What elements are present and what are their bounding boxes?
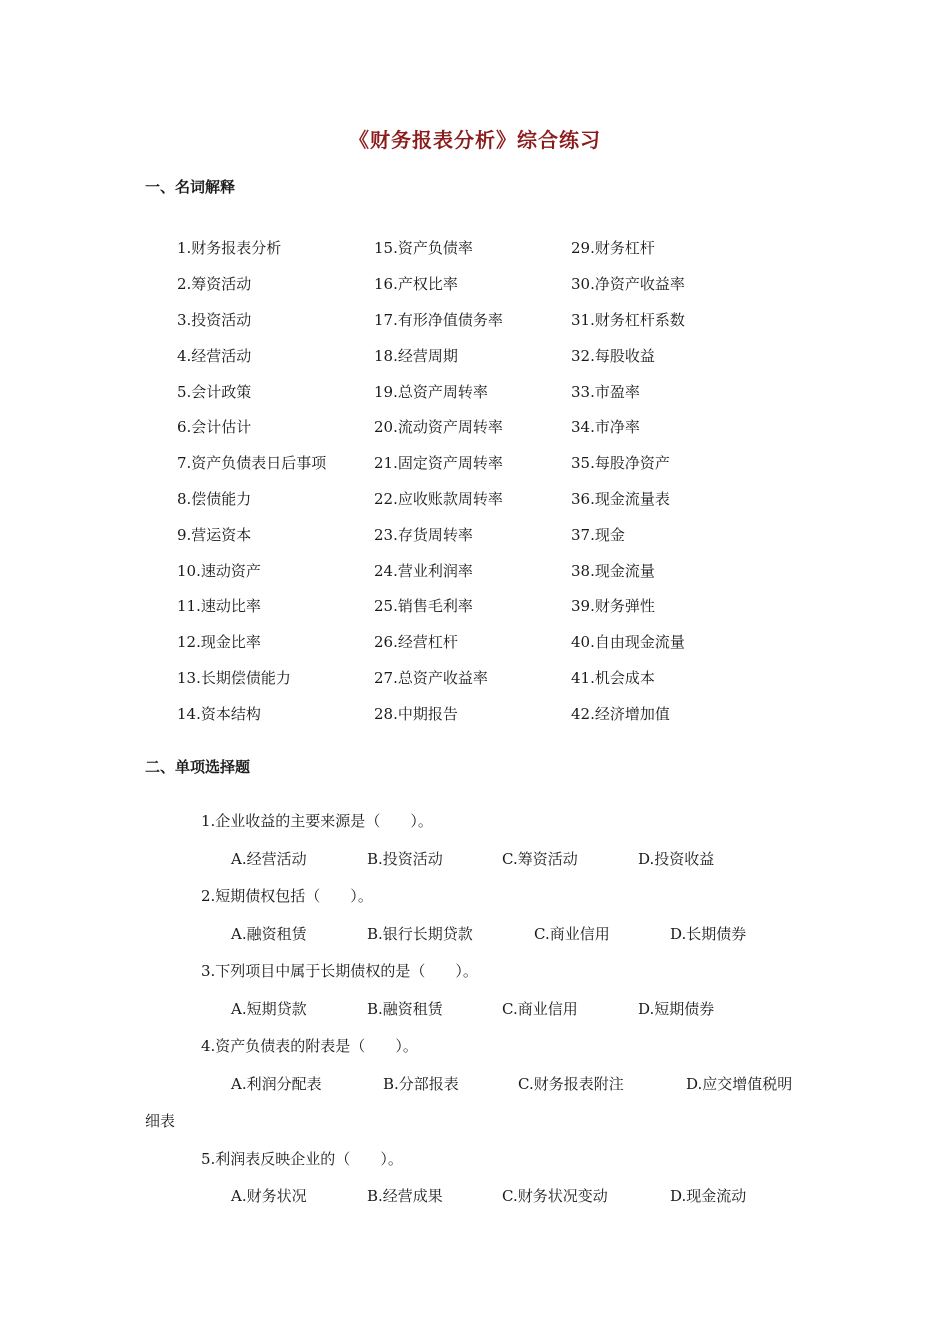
option-b: B.投资活动: [367, 849, 443, 868]
option-d: D.投资收益: [638, 849, 715, 868]
term-item: 23.存货周转率: [374, 525, 473, 544]
terms-row: [177, 445, 797, 481]
terms-row: [177, 302, 797, 338]
option-a: A.融资租赁: [231, 924, 307, 943]
term-item: 36.现金流量表: [571, 489, 670, 508]
question-options: [145, 996, 825, 1034]
option-c: C.商业信用: [502, 999, 578, 1018]
terms-row: [177, 337, 797, 373]
option-c: C.筹资活动: [502, 849, 578, 868]
option-b: B.银行长期贷款: [367, 924, 473, 943]
terms-row: [177, 373, 797, 409]
term-item: 31.财务杠杆系数: [571, 310, 685, 329]
term-item: 42.经济增加值: [571, 704, 670, 723]
term-item: 11.速动比率: [177, 597, 261, 616]
section-heading-terms: 一、名词解释: [145, 178, 236, 196]
option-d: D.长期债券: [670, 924, 747, 943]
term-item: 4.经营活动: [177, 346, 252, 365]
term-item: 14.资本结构: [177, 704, 261, 723]
term-item: 8.偿债能力: [177, 489, 252, 508]
term-item: 37.现金: [571, 525, 625, 544]
term-item: 1.财务报表分析: [177, 239, 282, 258]
term-item: 5.会计政策: [177, 382, 252, 401]
option-a: A.经营活动: [231, 849, 307, 868]
option-c: C.财务状况变动: [502, 1187, 608, 1205]
question-stem: 5.利润表反映企业的（ ）。: [201, 1149, 403, 1168]
term-item: 34.市净率: [571, 418, 640, 437]
term-item: 26.经营杠杆: [374, 633, 458, 652]
question-options: [145, 1183, 825, 1221]
question-stem: 2.短期债权包括（ ）。: [201, 887, 373, 905]
term-item: 38.现金流量: [571, 561, 655, 580]
question-options: [145, 921, 825, 959]
term-item: 6.会计估计: [177, 418, 252, 437]
term-item: 2.筹资活动: [177, 275, 252, 294]
term-item: 7.资产负债表日后事项: [177, 454, 327, 473]
term-item: 18.经营周期: [374, 346, 458, 365]
question-stem: 3.下列项目中属于长期债权的是（ ）。: [201, 962, 478, 980]
option-a: A.利润分配表: [231, 1074, 322, 1093]
term-item: 30.净资产收益率: [571, 275, 685, 294]
terms-row: [177, 588, 797, 624]
term-item: 24.营业利润率: [374, 561, 473, 580]
terms-row: [177, 230, 797, 266]
term-item: 22.应收账款周转率: [374, 489, 503, 508]
section-heading-choice: 二、单项选择题: [145, 758, 251, 776]
term-item: 12.现金比率: [177, 633, 261, 652]
term-item: 3.投资活动: [177, 310, 252, 329]
questions-list: [145, 808, 825, 1221]
terms-row: [177, 516, 797, 552]
terms-row: [177, 552, 797, 588]
term-item: 16.产权比率: [374, 275, 458, 294]
option-c: C.商业信用: [534, 924, 610, 943]
term-item: 40.自由现金流量: [571, 633, 685, 652]
terms-row: [177, 481, 797, 517]
term-item: 39.财务弹性: [571, 597, 655, 616]
term-item: 19.总资产周转率: [374, 382, 488, 401]
question-option-continuation: 细表: [145, 1112, 176, 1130]
term-item: 25.销售毛利率: [374, 597, 473, 616]
term-item: 15.资产负债率: [374, 239, 473, 258]
term-item: 29.财务杠杆: [571, 239, 655, 258]
term-item: 13.长期偿债能力: [177, 668, 291, 687]
option-a: A.短期贷款: [231, 999, 307, 1018]
term-item: 28.中期报告: [374, 704, 458, 723]
option-b: B.分部报表: [383, 1074, 459, 1093]
option-c: C.财务报表附注: [518, 1074, 624, 1093]
option-a: A.财务状况: [231, 1187, 307, 1205]
term-item: 21.固定资产周转率: [374, 454, 503, 473]
question-options: [145, 846, 825, 884]
option-d: D.短期债券: [638, 999, 715, 1018]
term-item: 17.有形净值债务率: [374, 310, 503, 329]
terms-row: [177, 624, 797, 660]
question-options: [145, 1071, 825, 1109]
term-item: 9.营运资本: [177, 525, 252, 544]
option-d: D.应交增值税明: [686, 1074, 793, 1093]
terms-row: [177, 660, 797, 696]
option-b: B.融资租赁: [367, 999, 443, 1018]
terms-row: [177, 409, 797, 445]
term-item: 10.速动资产: [177, 561, 261, 580]
term-item: 41.机会成本: [571, 668, 655, 687]
option-b: B.经营成果: [367, 1187, 443, 1205]
term-item: 32.每股收益: [571, 346, 655, 365]
terms-row: [177, 266, 797, 302]
term-item: 20.流动资产周转率: [374, 418, 503, 437]
question-stem: 1.企业收益的主要来源是（ ）。: [201, 812, 433, 830]
option-d: D.现金流动: [670, 1187, 747, 1205]
term-item: 27.总资产收益率: [374, 668, 488, 687]
terms-row: [177, 695, 797, 731]
term-item: 33.市盈率: [571, 382, 640, 401]
document-title: 《财务报表分析》综合练习: [349, 128, 601, 152]
terms-list: [177, 230, 797, 731]
term-item: 35.每股净资产: [571, 454, 670, 473]
question-stem: 4.资产负债表的附表是（ ）。: [201, 1037, 418, 1055]
